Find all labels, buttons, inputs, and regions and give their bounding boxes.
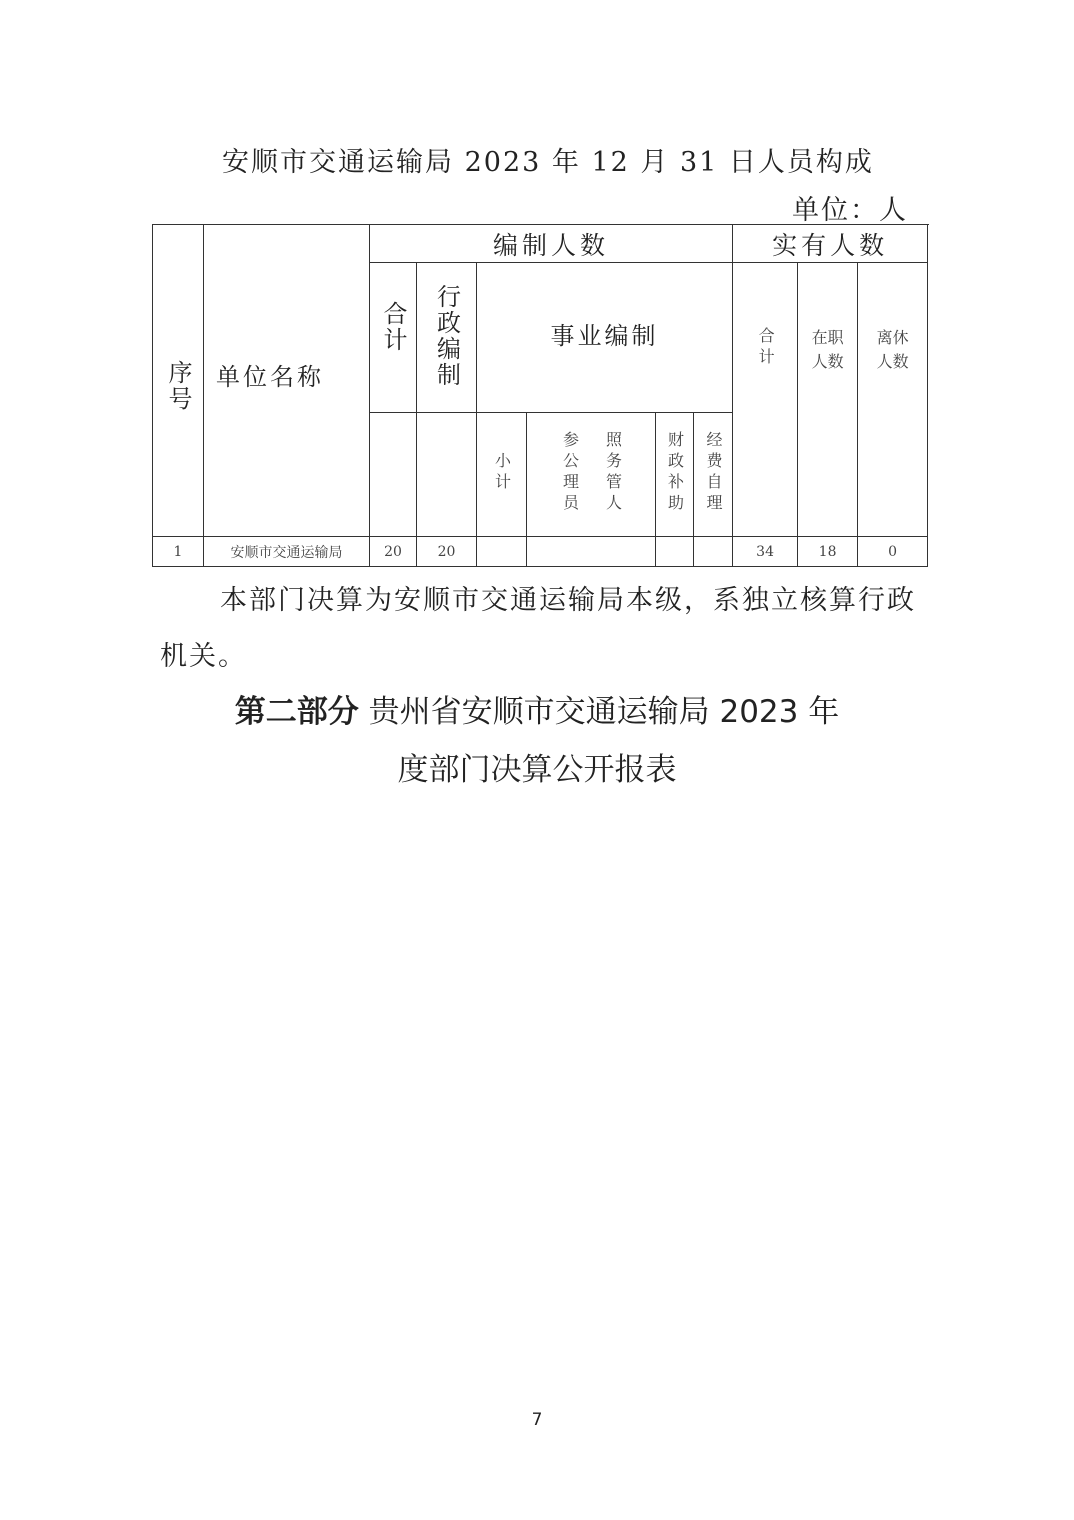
paragraph-line-1: 本部门决算为安顺市交通运输局本级，系独立核算行政	[220, 585, 916, 616]
header-self-funded: 经费自理	[694, 413, 733, 537]
personnel-table	[152, 224, 928, 567]
cell-empty	[417, 413, 477, 537]
table-title: 安顺市交通运输局 2023 年 12 月 31 日人员构成	[222, 147, 874, 178]
cell-subtotal	[477, 537, 527, 567]
header-actual-total: 合计	[733, 263, 798, 537]
header-admin: 行政编制	[417, 263, 477, 413]
cell-retired-leave: 0	[858, 537, 928, 567]
header-actual: 实有人数	[733, 225, 928, 263]
header-retired-leave: 离休人数	[858, 263, 928, 537]
cell-in-service: 18	[798, 537, 858, 567]
cell-seq: 1	[153, 537, 204, 567]
cell-actual-total: 34	[733, 537, 798, 567]
header-unit-name: 单位名称	[204, 225, 370, 537]
header-authorized: 编制人数	[370, 225, 733, 263]
cell-auth-total: 20	[370, 537, 417, 567]
header-fiscal-subsidy: 财政补助	[656, 413, 694, 537]
page-number: 7	[531, 1410, 543, 1430]
table-row	[153, 537, 928, 567]
cell-empty	[370, 413, 417, 537]
cell-civil-servant-ref	[527, 537, 656, 567]
cell-admin: 20	[417, 537, 477, 567]
header-auth-total: 合计	[370, 263, 417, 413]
section-heading-line-2: 度部门决算公开报表	[397, 752, 677, 788]
section-label: 第二部分	[234, 694, 359, 730]
header-civil-servant-ref: 参公理员 照务管人	[527, 413, 656, 537]
cell-self-funded	[694, 537, 733, 567]
cell-fiscal-subsidy	[656, 537, 694, 567]
header-in-service: 在职人数	[798, 263, 858, 537]
section-title: 贵州省安顺市交通运输局 2023 年	[368, 694, 840, 730]
paragraph-line-2: 机关。	[160, 641, 247, 672]
header-seq: 序号	[153, 225, 204, 537]
header-institution: 事业编制	[477, 263, 733, 413]
header-subtotal: 小计	[477, 413, 527, 537]
section-heading-line-1	[0, 686, 1074, 731]
cell-unit-name: 安顺市交通运输局	[204, 537, 370, 567]
unit-label: 单位：人	[792, 195, 908, 226]
